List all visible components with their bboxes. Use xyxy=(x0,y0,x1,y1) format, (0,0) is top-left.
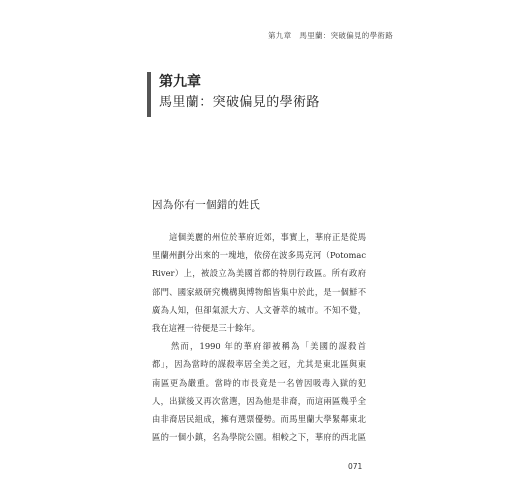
chapter-title: 馬里蘭：突破偏見的學術路 xyxy=(159,95,320,110)
running-header-chapter: 第九章 xyxy=(267,31,292,40)
body-text xyxy=(152,228,366,446)
body-line: 南區更為嚴重。當時的市長竟是一名曾因吸毒入獄的犯 xyxy=(152,377,366,388)
chapter-heading-block xyxy=(147,72,320,117)
body-line: 里蘭州劃分出來的一塊地，依傍在波多馬克河（Potomac xyxy=(152,250,366,261)
body-line: 都」，因為當時的謀殺率居全美之冠，尤其是東北區與東 xyxy=(152,359,366,370)
running-header-title: 馬里蘭：突破偏見的學術路 xyxy=(299,31,393,40)
page-number: 071 xyxy=(348,462,363,471)
body-line: 廣為人知，但卻氣派大方、人文薈萃的城市。不知不覺， xyxy=(152,304,366,315)
body-line: River）上，被設立為美國首都的特別行政區。所有政府 xyxy=(152,268,366,279)
body-line: 部門、國家級研究機構與博物館皆集中於此，是一個鮮不 xyxy=(152,286,366,297)
body-line: 由非裔居民組成，擁有選票優勢。而馬里蘭大學緊鄰東北 xyxy=(152,413,366,424)
body-line: 然而，1990 年的華府卻被稱為「美國的謀殺首 xyxy=(152,341,366,352)
body-line: 我在這裡一待便是三十餘年。 xyxy=(152,322,260,333)
body-line: 人，出獄後又再次當選，因為他是非裔，而這兩區幾乎全 xyxy=(152,395,366,406)
body-line: 這個美麗的州位於華府近郊，事實上，華府正是從馬 xyxy=(152,232,366,242)
section-heading: 因為你有一個錯的姓氏 xyxy=(152,199,260,211)
body-line: 區的一個小鎮，名為學院公園。相較之下，華府的西北區 xyxy=(152,432,366,443)
running-header xyxy=(268,30,393,41)
chapter-number: 第九章 xyxy=(159,74,201,90)
